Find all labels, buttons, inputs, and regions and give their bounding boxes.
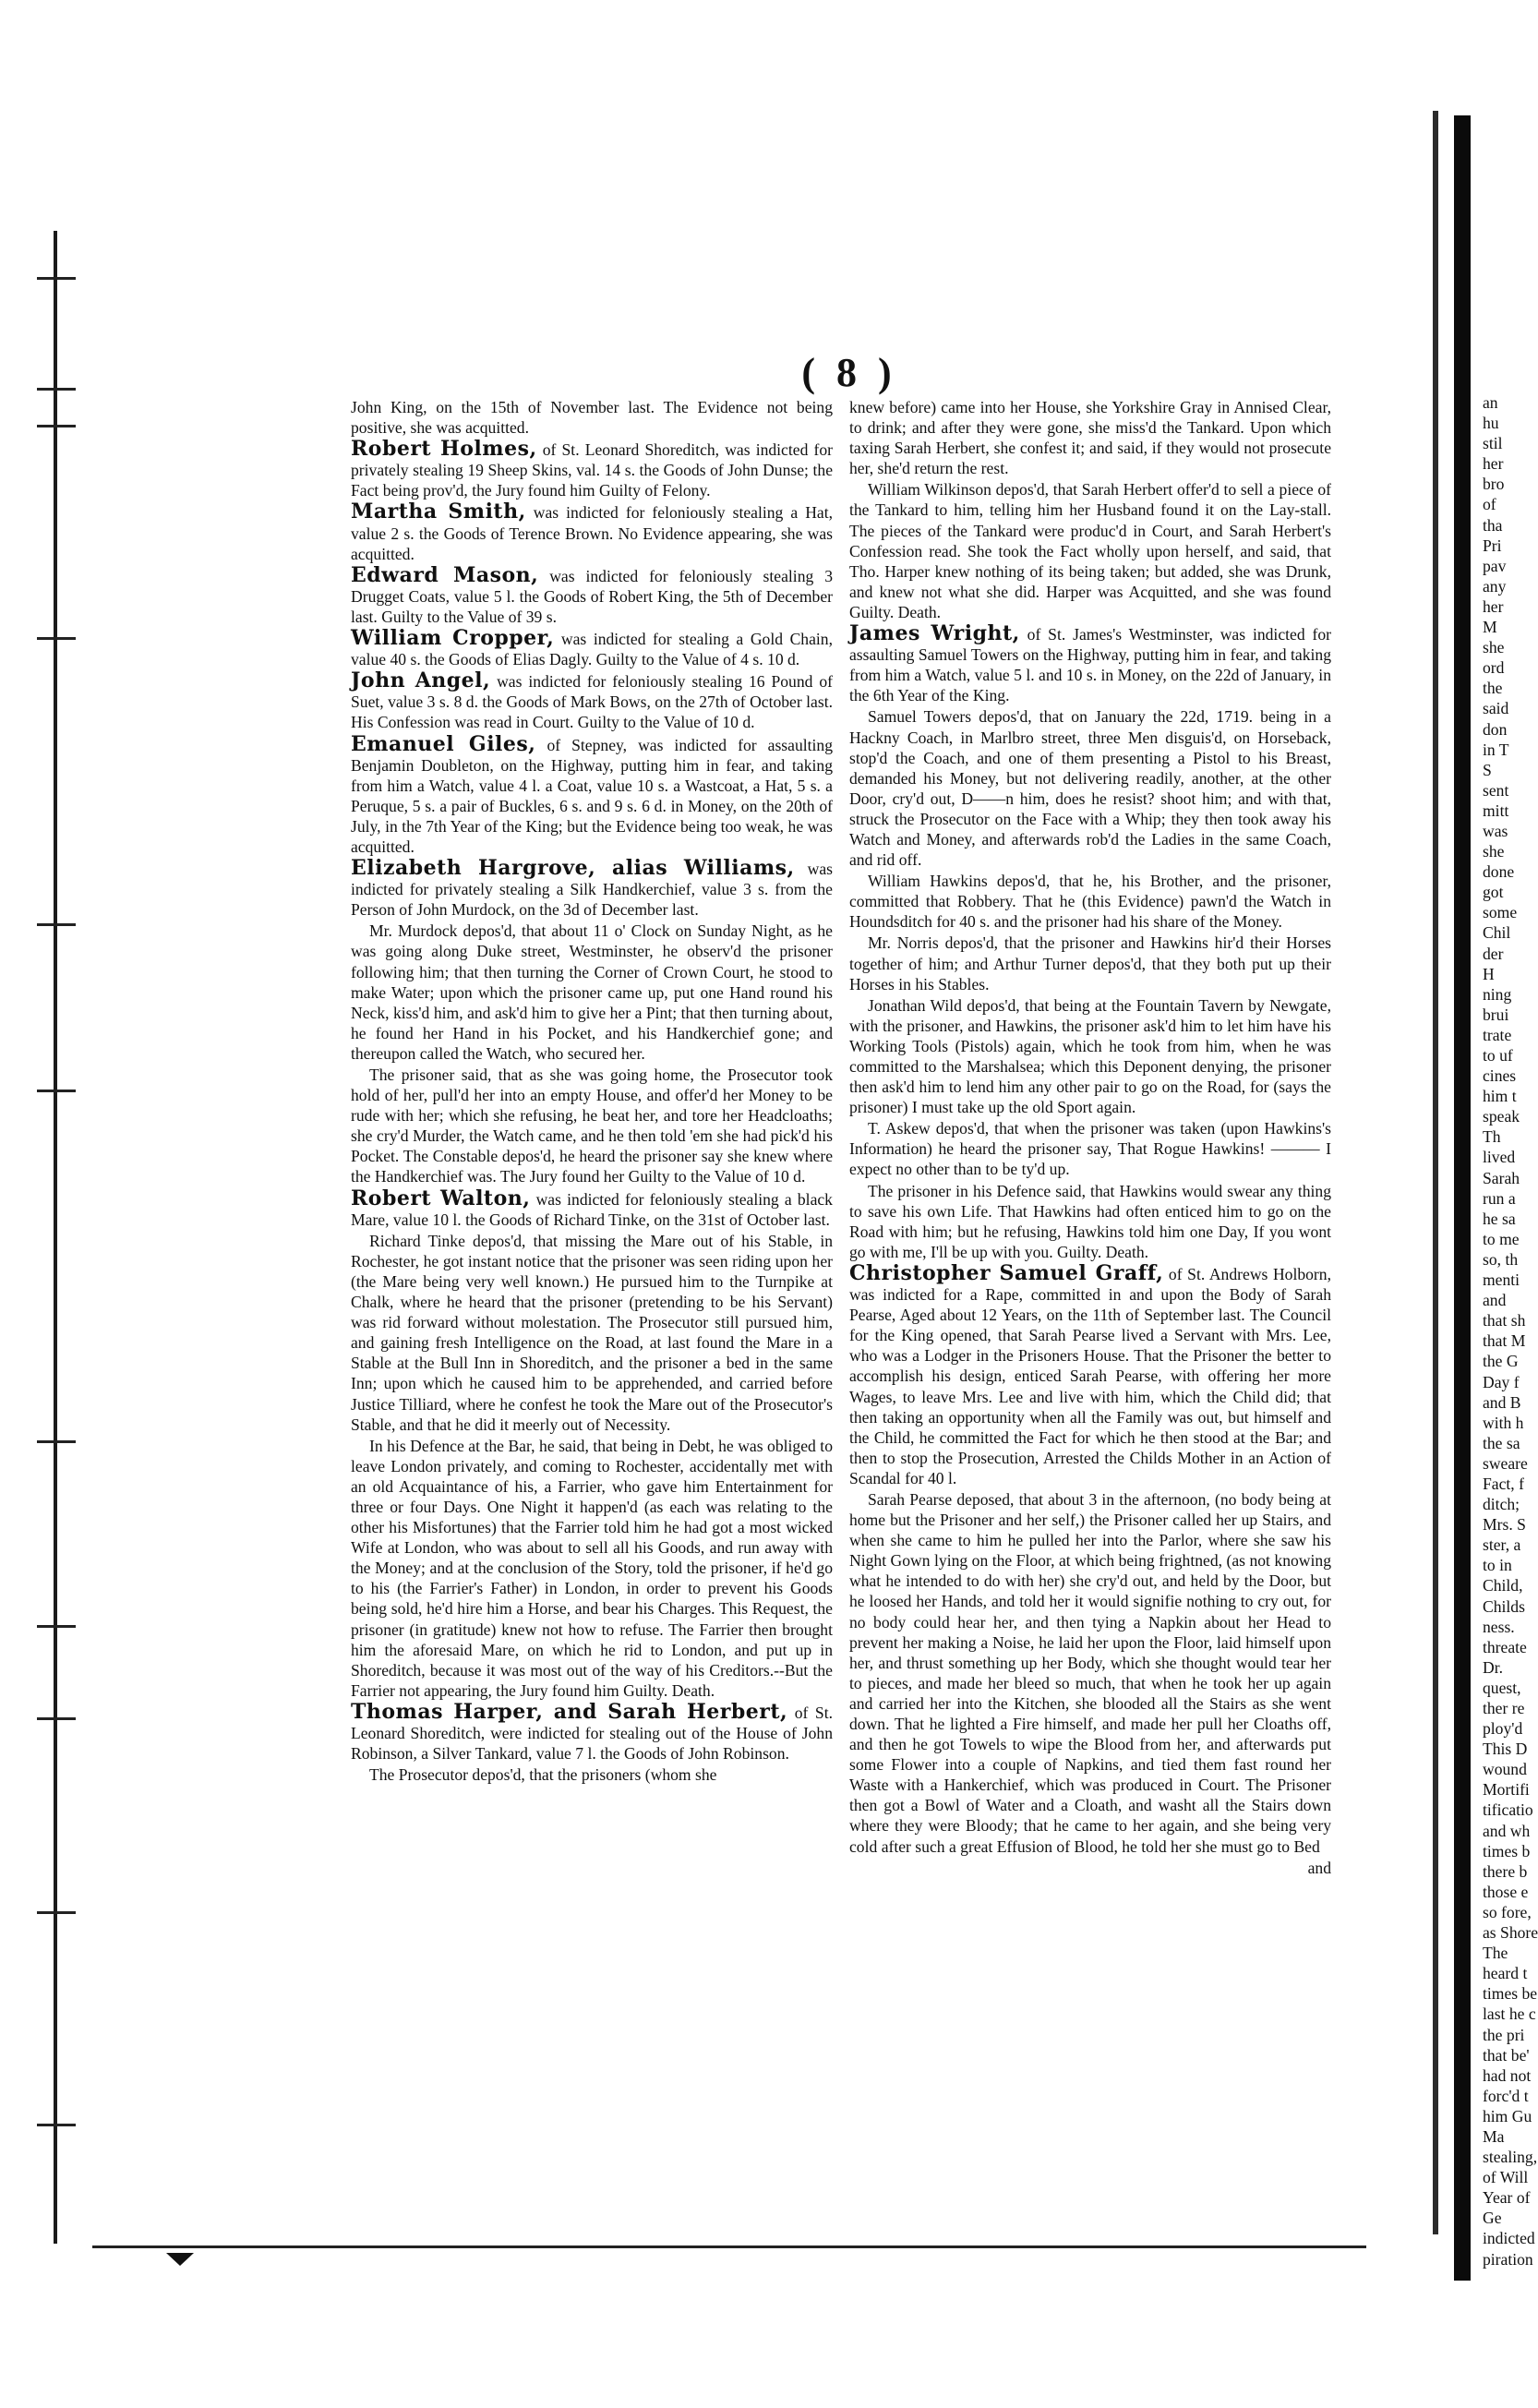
defendant-name: Emanuel Giles,	[351, 731, 536, 756]
fragment-line: times b	[1483, 1841, 1531, 1860]
trial-entry-text: was indicted for feloniously stealing 3 Drugget Coats, value 5 l. the Goods of Robert King, the 5th of December last. Guilty to the Value of 39 s.	[351, 566, 833, 626]
fragment-line: to me	[1483, 1229, 1520, 1248]
trial-entry	[351, 731, 833, 858]
testimony-paragraph: John King, on the 15th of November last. The Evidence not being positive, she was acquitted.	[351, 398, 833, 438]
trial-entry	[351, 858, 833, 920]
fragment-line: Chil	[1483, 923, 1511, 943]
fragment-line: the sa	[1483, 1433, 1520, 1452]
fragment-line: don	[1483, 719, 1508, 739]
fragment-line: Ge	[1483, 2209, 1502, 2228]
fragment-line: with h	[1483, 1413, 1524, 1432]
testimony-paragraph: The prisoner in his Defence said, that Hawkins would swear any thing to save his own Life. That Hawkins had often enticed him to go on the Road with him; but he refusing, Hawkins told him one Day, If you wont go with me, I'll be up with you. Guilty. Death.	[849, 1181, 1331, 1261]
fragment-line: ditch;	[1483, 1495, 1520, 1514]
page-number: ( 8 )	[801, 350, 897, 395]
testimony-paragraph: The prisoner said, that as she was going home, the Prosecutor took hold of her, pull'd her into an empty House, and offer'd her Money to be rude with her; which she refusing, he beat her, and tore her Headcloaths; she cry'd Murder, the Watch came, and he then told 'em she had pick'd his Pocket. The Constable depos'd, he heard the prisoner say she knew where the Handkerchief was. The Jury found her Guilty to the Value of 10 d.	[351, 1066, 833, 1186]
trial-entry-text: of St. James's Westminster, was indicted for assaulting Samuel Towers on the Highway, putting him in fear, and taking from him a Watch, value 5 l. and 10 s. in Money, on the 22d of January, in the 6th Year of the King.	[849, 625, 1331, 705]
fragment-line: tificatio	[1483, 1800, 1533, 1820]
fragment-line: she	[1483, 842, 1505, 861]
fragment-line: ness.	[1483, 1617, 1515, 1636]
fragment-line: ster, a	[1483, 1535, 1521, 1555]
fragment-line: had not	[1483, 2065, 1532, 2085]
defendant-name: Edward Mason,	[351, 562, 539, 587]
adjacent-page-fragment-column	[1483, 392, 1538, 2270]
fragment-line: to in	[1483, 1556, 1512, 1575]
trial-entry-text: was indicted for feloniously stealing a black Mare, value 10 l. the Goods of Richard Tinke, on the 31st of October last.	[351, 1189, 833, 1229]
fragment-line: last he c	[1483, 2005, 1536, 2024]
fragment-line: M	[1483, 618, 1497, 637]
fragment-line: Th	[1483, 1127, 1501, 1147]
fragment-line: H	[1483, 964, 1495, 983]
bottom-edge-rule	[92, 2245, 1366, 2248]
trial-entry-text: was indicted for privately stealing a Silk Handkerchief, value 3 s. from the Person of John Murdock, on the 3d of December last.	[351, 860, 833, 920]
fragment-line: heard t	[1483, 1964, 1528, 1983]
fragment-line: Fact, f	[1483, 1474, 1524, 1493]
fragment-line: said	[1483, 699, 1509, 718]
fragment-line: der	[1483, 944, 1504, 963]
fragment-line: to uf	[1483, 1046, 1513, 1065]
fragment-line: ploy'd	[1483, 1719, 1523, 1739]
defendant-name: John Angel,	[351, 668, 491, 693]
trial-entry	[351, 1699, 833, 1764]
trial-entry	[351, 562, 833, 627]
fragment-line: the	[1483, 679, 1503, 698]
fragment-line: Mortifi	[1483, 1780, 1530, 1800]
defendant-name: Martha Smith,	[351, 500, 526, 524]
fragment-line: ning	[1483, 984, 1512, 1004]
defendant-name: Elizabeth Hargrove, alias Williams,	[351, 856, 795, 881]
fragment-line: hu	[1483, 414, 1499, 433]
fragment-line: quest,	[1483, 1678, 1521, 1697]
fragment-line: piration	[1483, 2249, 1533, 2269]
testimony-paragraph: Mr. Norris depos'd, that the prisoner and Hawkins hir'd their Horses together of him; and Arthur Turner depos'd, that they both put up their Horses in his Stables.	[849, 933, 1331, 993]
fragment-line: tha	[1483, 515, 1503, 535]
fragment-line: stealing,	[1483, 2148, 1538, 2167]
fragment-line: he sa	[1483, 1209, 1516, 1228]
testimony-paragraph: Richard Tinke depos'd, that missing the Mare out of his Stable, in Rochester, he got instant notice that the prisoner was seen riding upon her (the Mare being very well known.) He pursued him to the Turnpike at Chalk, where he heard that the prisoner (pretending to be his Servant) was rid forward without molestation. The Prosecutor still pursued him, and gaining fresh Intelligence on the Road, at last found the Mare in a Stable at the Bull Inn in Shoreditch, and the prisoner a bed in the same Inn; upon which he caused him to be apprehended, and carried before Justice Tilliard, where he confest he took the Mare out of the Prosecutor's Stable, and that he did it meerly out of Necessity.	[351, 1231, 833, 1434]
fragment-line: pav	[1483, 556, 1507, 575]
page-fold-rule	[1454, 115, 1471, 2281]
fragment-line: done	[1483, 862, 1515, 882]
fragment-line: the pri	[1483, 2025, 1525, 2044]
trial-entry	[849, 623, 1331, 705]
fragment-line: S	[1483, 760, 1492, 779]
fragment-line: so, th	[1483, 1249, 1519, 1269]
fragment-line: lived	[1483, 1148, 1516, 1167]
fragment-line: of Will	[1483, 2168, 1529, 2187]
fragment-line: as Shore	[1483, 1923, 1538, 1943]
fragment-line: those e	[1483, 1882, 1529, 1901]
testimony-paragraph: Sarah Pearse deposed, that about 3 in the afternoon, (no body being at home but the Prisoner and her self,) the Prisoner called her up Stairs, and when she came to him he pulled her into the Parlor, where she saw his Night Gown lying on the Floor, at which being frightned, (as not knowing what he intended to do with her) she cry'd out, and held by the Door, but he loosed her Hands, and told her it would signifie nothing to cry out, for no body could hear her, and then tying a Napkin about her Head to prevent her making a Noise, he laid her upon the Floor, laid himself upon her, and thrust something up her Body, which she thought would tear her to pieces, and made her bleed so much, that when he took her up again and carried her into the Kitchen, she blooded all the Stairs as she went down. That he lighted a Fire himself, and made her pull her Cloaths off, and then he got Towels to wipe the Blood from her, and afterwards put some Flower into a couple of Napkins, and tied them fast round her Waste with a Hankerchief, which was produced in Court. The Prisoner then got a Bowl of Water and a Cloath, and washt all the Stairs down where they were Bloody; that he came to her again, and she being very cold after such a great Effusion of Blood, he told her she must go to Bed	[849, 1489, 1331, 1856]
fragment-line: her	[1483, 454, 1504, 474]
testimony-paragraph: William Hawkins depos'd, that he, his Brother, and the prisoner, committed that Robbery. That he (this Evidence) pawn'd the Watch in Houndsditch for 40 s. and the prisoner had his share of the Money.	[849, 872, 1331, 932]
fragment-line: threate	[1483, 1637, 1527, 1656]
fragment-line: in T	[1483, 740, 1509, 759]
fragment-line: her	[1483, 596, 1504, 616]
bottom-edge-mark	[166, 2253, 194, 2266]
fragment-line: Ma	[1483, 2126, 1505, 2146]
trial-entry-text: of St. Andrews Holborn, was indicted for a Rape, committed in and upon the Body of Sarah Pearse, Aged about 12 Years, on the 11th of September last. The Council for the King opened, that Sarah Pearse lived a Servant with Mrs. Lee, who was a Lodger in the Prisoners House. That the Prisoner the better to accomplish his design, enticed Sarah Pearse, with offering her more Wages, to leave Mrs. Lee and live with him, which the Child did; that then taking an opportunity when all the Family was out, but himself and the Child, he committed the Fact for which he then stood at the Bar; and then to stop the Prosecution, Arrested the Childs Mother in an Action of Scandal for 40 l.	[849, 1264, 1331, 1487]
fragment-line: so fore,	[1483, 1902, 1532, 1921]
fragment-line: mitt	[1483, 801, 1509, 820]
trial-entry-text: of St. Leonard Shoreditch, were indicted for stealing out of the House of John Robinson, a Silver Tankard, value 7 l. the Goods of John Robinson.	[351, 1703, 833, 1764]
trial-entry-text: was indicted for stealing a Gold Chain, value 40 s. the Goods of Elias Dagly. Guilty to the Value of 4 s. 10 d.	[351, 630, 833, 669]
fragment-line: that M	[1483, 1331, 1526, 1351]
fragment-line: times be	[1483, 1984, 1538, 2004]
trial-entry	[351, 501, 833, 563]
fragment-line: and wh	[1483, 1821, 1531, 1840]
trial-entry	[849, 1260, 1331, 1488]
fragment-line: Mrs. S	[1483, 1515, 1526, 1535]
fragment-line: Sarah	[1483, 1168, 1520, 1187]
trial-entry	[351, 439, 833, 500]
fragment-line: The	[1483, 1944, 1508, 1963]
fragment-line: of	[1483, 495, 1496, 514]
fragment-line: any	[1483, 576, 1507, 596]
text-column-left	[351, 397, 833, 1786]
fragment-line: him t	[1483, 1087, 1517, 1106]
fragment-line: wound	[1483, 1760, 1527, 1779]
fragment-line: bro	[1483, 475, 1505, 494]
fragment-line: was	[1483, 821, 1508, 840]
trial-entry	[351, 628, 833, 669]
fragment-line: and	[1483, 1291, 1507, 1310]
defendant-name: Thomas Harper, and Sarah Herbert,	[351, 1699, 788, 1724]
fragment-line: Child,	[1483, 1576, 1523, 1595]
trial-entry	[351, 1188, 833, 1230]
testimony-paragraph: knew before) came into her House, she Yorkshire Gray in Annised Clear, to drink; and after they were gone, she miss'd the Tankard. Upon which taxing Sarah Herbert, she confest it; and said, if they would not prosecute her, she'd return the rest.	[849, 398, 1331, 478]
fragment-line: brui	[1483, 1005, 1509, 1024]
fragment-line: forc'd t	[1483, 2086, 1529, 2105]
fragment-line: there b	[1483, 1861, 1528, 1881]
trial-entry-text: of Stepney, was indicted for assaulting Benjamin Doubleton, on the Highway, putting him in fear, and taking from him a Watch, value 4 l. a Coat, value 10 s. a Wastcoat, a Hat, 5 s. a Peruque, 5 s. a pair of Buckles, 6 s. and 9 s. 6 d. in Money, on the 20th of July, in the 7th Year of the King; but the Evidence being too weak, he was acquitted.	[351, 735, 833, 856]
defendant-name: Robert Walton,	[351, 1186, 531, 1210]
fragment-line: that be'	[1483, 2045, 1530, 2065]
fragment-line: indicted	[1483, 2229, 1535, 2248]
trial-entry	[351, 670, 833, 732]
fragment-line: ther re	[1483, 1699, 1525, 1717]
fragment-line: some	[1483, 903, 1518, 922]
testimony-paragraph: Samuel Towers depos'd, that on January the 22d, 1719. being in a Hackny Coach, in Marlbro street, three Men disguis'd, on Horseback, stop'd the Coach, and one of them presenting a Pistol to his Breast, demanded his Money, but not delivering readily, another, at the other Door, cry'd out, D——n him, does he resist? shoot him; and with that, struck the Prosecutor on the Face with a Whip; they then took away his Watch and Money, and afterwards rob'd the Ladies in the same Coach, and rid off.	[849, 707, 1331, 870]
catchword: and	[1307, 1858, 1331, 1877]
testimony-paragraph: The Prosecutor depos'd, that the prisoners (whom she	[369, 1765, 717, 1785]
testimony-paragraph: In his Defence at the Bar, he said, that being in Debt, he was obliged to leave London privately, and coming to Rochester, accidentally met with an old Acquaintance of his, a Farrier, who gave him Entertainment for three or four Days. One Night it happen'd (as each was relating to the other his Misfortunes) that the Farrier told him he had got a most wicked Wife at London, who was about to sell all his Goods, and run away with the Money; and at the conclusion of the Story, told the prisoner, if he'd go to his (the Farrier's Father) in London, in order to prevent his Goods being sold, he'd hire him a Horse, and bear his Charges. This Request, the prisoner (in gratitude) knew not how to refuse. The Farrier then brought him the aforesaid Mare, on which he rid to London, and put up in Shoreditch, because it was most out of the way of his Creditors.--But the Farrier not appearing, the Jury found him Guilty. Death.	[351, 1436, 833, 1700]
fragment-line: Childs	[1483, 1596, 1525, 1616]
fragment-line: him Gu	[1483, 2106, 1532, 2125]
defendant-name: James Wright,	[849, 621, 1020, 646]
fragment-line: the G	[1483, 1352, 1519, 1371]
testimony-paragraph: T. Askew depos'd, that when the prisoner was taken (upon Hawkins's Information) he heard the prisoner say, That Rogue Hawkins! ——— I expect no other than to be ty'd up.	[849, 1119, 1331, 1179]
fragment-line: got	[1483, 883, 1504, 902]
defendant-name: Christopher Samuel Graff,	[849, 1260, 1164, 1285]
testimony-paragraph: Mr. Murdock depos'd, that about 11 o' Clock on Sunday Night, as he was going along Duke street, Westminster, he observ'd the prisoner following him; that then turning the Corner of Crown Court, he stood to make Water; upon which the prisoner came up, put one Hand round his Neck, kiss'd him, and ask'd him to give her a Pint; that then turning about, he found her Hand in his Pocket, and his Handkerchief gone; and thereupon called the Watch, who secured her.	[351, 921, 833, 1063]
fragment-line: Day f	[1483, 1372, 1520, 1391]
fragment-line: sent	[1483, 780, 1509, 800]
trial-entry-text: was indicted for feloniously stealing 16 Pound of Suet, value 3 s. 8 d. the Goods of Mark Bows, on the 27th of October last. His Confession was read in Court. Guilty to the Value of 10 d.	[351, 672, 833, 732]
page-gutter-rule	[54, 231, 57, 2244]
text-column-right	[849, 397, 1331, 1879]
fragment-line: Pri	[1483, 536, 1502, 555]
trial-entry-text: of St. Leonard Shoreditch, was indicted for privately stealing 19 Sheep Skins, val. 14 s. the Goods of John Dunse; the Fact being prov'd, the Jury found him Guilty of Felony.	[351, 440, 834, 500]
defendant-name: Robert Holmes,	[351, 437, 537, 462]
fragment-line: Year of	[1483, 2188, 1531, 2208]
defendant-name: William Cropper,	[351, 626, 555, 651]
trial-entry-text: was indicted for feloniously stealing a Hat, value 2 s. the Goods of Terence Brown. No Evidence appearing, she was acquitted.	[351, 503, 833, 563]
testimony-paragraph: William Wilkinson depos'd, that Sarah Herbert offer'd to sell a piece of the Tankard to him, telling him her Husband found it on the Lay-stall. The pieces of the Tankard were produc'd in Court, and Sarah Herbert's Confession read. She took the Fact wholly upon herself, and said, that Tho. Harper knew nothing of its being taken; but added, she was Drunk, and knew not what she did. Harper was Acquitted, and she was found Guilty. Death.	[849, 480, 1331, 621]
fragment-line: menti	[1483, 1270, 1520, 1290]
fragment-line: This D	[1483, 1740, 1528, 1759]
fragment-line: sweare	[1483, 1453, 1528, 1473]
page-fold-shadow	[1433, 111, 1438, 2234]
fragment-line: that sh	[1483, 1311, 1526, 1330]
fragment-line: an	[1483, 393, 1498, 412]
fragment-line: trate	[1483, 1025, 1512, 1044]
fragment-line: run a	[1483, 1188, 1516, 1208]
fragment-line: ord	[1483, 658, 1505, 678]
fragment-line: cines	[1483, 1066, 1517, 1086]
fragment-line: stil	[1483, 434, 1503, 453]
fragment-line: speak	[1483, 1107, 1520, 1126]
testimony-paragraph: Jonathan Wild depos'd, that being at the Fountain Tavern by Newgate, with the prisoner, and Hawkins, the prisoner ask'd him to let him have his Working Tools (Pistols) again, which he took from him, when he was committed to the Marshalsea; which this Deponent denying, the prisoner then ask'd him to lend him any other pair to go on the Road, for (says the prisoner) I must take up the old Sport again.	[849, 995, 1331, 1117]
fragment-line: she	[1483, 638, 1505, 657]
fragment-line: and B	[1483, 1392, 1521, 1412]
fragment-line: Dr.	[1483, 1657, 1503, 1677]
